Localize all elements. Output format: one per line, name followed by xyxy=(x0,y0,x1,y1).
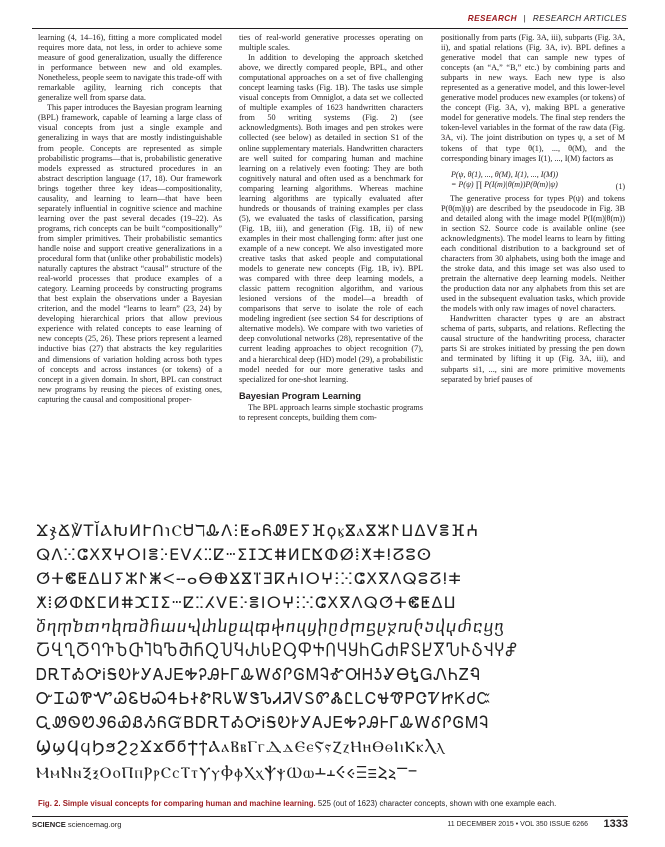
running-header xyxy=(0,14,627,28)
caption-text: 525 (out of 1623) character concepts, shown with one example each. xyxy=(317,799,557,808)
character-row: ⵚⵜⵞⵟⵠⵡⵢⵣⵤⵥⵦⵧⴰⴱⴲⴴⴵⴶⴺⴽⵄⵏⵔⵖⵗⵘⵛⵝⴳⴷⵕⵓⵒⵑⵐ xyxy=(36,569,463,588)
character-row: ᏩᏪᏫᏬᏭᏮᏯᏰᏱᏲᏳᏴᎠᎡᎢᎣᎤᎥᎦᎧᎨᎩᎪᎫᎬᎭᎮᎯᎰᎱᎲᎳᎴᎵᎶᎷᎸ xyxy=(36,713,490,732)
character-row: ϢϣϤϥϦϧϨϩϪϫϬϭϮϯⲀⲁⲂⲃⲄⲅⲆⲇⲈⲉⲊⲋⲌⲍⲎⲏⲐⲑⲒⲓⲔⲕⲖⲗ xyxy=(36,737,445,756)
page-number: 1333 xyxy=(603,818,628,830)
figure-caption xyxy=(38,799,628,808)
character-row: ⵅⵂⵁⵀⴿⵎⵍⵌⵋⵊⵉⵈⵇⵆⵃⴸⴹⴾⴻⵏⵔⵖⵗⵘⵛⵝⴳⴷⵕⵚⵜⵞⵟⵠⵡ xyxy=(36,593,457,612)
page-footer xyxy=(32,820,628,834)
character-row: ᏅᏆᏇᏈᏉᏊᏋᏌᏍᏎᏏᏐᏑᏒᏓᏔᏕᏖᏗᏘᏙᏚᏛᏜᏝᏞᏟᏠᏡᏢᏣᏤᏥᏦᏧᏨ xyxy=(36,689,492,708)
section-label xyxy=(468,14,627,23)
character-row: ᎠᎡᎢᎣᎤᎥᎦᎧᎨᎩᎪᎫᎬᎭᎮᎯᎰᎱᎲᎳᎴᎵᎶᎷᎸᎹᎺᎻᎼᎽᎾᎿᏀᏁᏂᏃᏄ xyxy=(36,665,482,684)
caption-title: Fig. 2. Simple visual concepts for comparing human and machine learning. xyxy=(38,799,316,808)
journal-title: SCIENCE xyxy=(32,820,66,829)
subsection-name: RESEARCH ARTICLES xyxy=(532,14,627,23)
text-column-3 xyxy=(441,33,625,385)
equation-line-1: P(ψ, θ(1), ..., θ(M), I(1), ..., I(M)) xyxy=(451,169,559,179)
journal-name xyxy=(32,820,122,829)
paragraph: Handwritten character types ψ are an abstract schema of parts, subparts, and relations. Reflecting the causal structure of the handwriting process, character parts Si are strokes initiated by pressing the pen down and terminated by lifting it up (Fig. 3A, iii), and subparts si1, ..., sini are more primitive movements separated by brief pauses of xyxy=(441,314,625,384)
footer-rule xyxy=(32,816,628,817)
paragraph: ties of real-world generative processes operating on multiple scales. xyxy=(239,33,423,53)
paragraph: The generative process for types P(ψ) and tokens P(θ(m)|ψ) are described by the pseudocode in Fig. 3B and detailed along with the image model P(I(m)|θ(m)) in section S2. Source code is available online (see acknowledgments). The model learns to learn by fitting each conditional distribution to a background set of characters from 30 alphabets, using both the image and the stroke data, and this image set was also used to pretrain the alternative deep learning models. Neither the production data nor any alphabets from this set are used in the subsequent evaluation tasks, which provide the models with only raw images of novel characters. xyxy=(441,193,625,314)
paragraph: In addition to developing the approach sketched above, we directly compared people, BPL, and other computational approaches on a set of five challenging concept learning tasks (Fig. 1B). The tasks use simple visual concepts from Omniglot, a data set we collected of multiple examples of 1623 handwritten characters from 50 writing systems (Fig. 2) (see acknowledgments). Both images and pen strokes were collected (see below) as detailed in section S1 of the online supplementary materials. Handwritten characters are well suited for comparing human and machine learning on a relatively even footing: They are both cognitively natural and often used as a benchmark for comparing learning algorithms. Whereas machine learning algorithms are typically evaluated after hundreds or thousands of training examples per class (5), we evaluated the tasks of classification, parsing (Fig. 1B, iii), and generation (Fig. 1B, ii) of new examples in their most challenging form: after just one example of a new concept. We also investigated more creative tasks that asked people and computational models to generate new concepts (Fig. 1B, iv). BPL was compared with three deep learning models, a classic pattern recognition algorithm, and various lesioned versions of the model—a breadth of comparisons that serve to isolate the role of each modeling ingredient (see section S4 for descriptions of alternative models). We compare with two varieties of deep convolutional networks (28), representative of the current leading approaches to object recognition (7), and a hierarchical deep (HD) model (29), a probabilistic model needed for our more generative tasks and specialized for one-shot learning. xyxy=(239,53,423,384)
section-heading: Bayesian Program Learning xyxy=(239,390,362,401)
equation-1 xyxy=(441,170,625,190)
paragraph: This paper introduces the Bayesian program learning (BPL) framework, capable of learning a large class of visual concepts from just a single example and generalizing in ways that are mostly indistinguishable from people. Concepts are represented as simple probabilistic programs—that is, probabilistic generative models expressed as structured procedures in an abstract description language (17, 18). Our framework brings together three key ideas—compositionality, causality, and learning to learn—that have been separately influential in cognitive science and machine learning over the past several decades (19–22). As programs, rich concepts can be built “compositionally” from simpler primitives. Their probabilistic semantics handle noise and support creative generalizations in a procedural form that (unlike other probabilistic models) naturally captures the abstract “causal” structure of the real-world processes that produce examples of a category. Learning proceeds by constructing programs that best explain the observations under a Bayesian criterion, and the model “learns to learn” (23, 24) by developing hierarchical priors that allow previous experience with related concepts to ease learning of new concepts (25, 26). These priors represent a learned inductive bias (27) that abstracts the key regularities and dimensions of variation holding across both types of concepts and across instances (or tokens) of a concept in a given domain. In short, BPL can construct new programs by reusing the pieces of existing ones, capturing the causal and compositional proper- xyxy=(38,103,222,404)
text-column-2 xyxy=(239,33,423,423)
character-row: ⲘⲙⲚⲛⲜⲝⲞⲟⲠⲡⲢⲣⲤⲥⲦⲧⲨⲩⲪⲫⲬⲭⲮⲯⲰⲱⲲⲳⲴⲵⲶⲷⲸⲹⲺⲻ xyxy=(36,763,418,782)
section-name: RESEARCH xyxy=(467,14,517,23)
equation-number: (1) xyxy=(615,181,625,191)
character-row: ႠႡႢႣႤႥႦႧႨႩႪႫႬႭႮႯႰႱႲႳႴႵႶႷႸႹႺႻႼႽႾႿჀჁჂჃჄჅ xyxy=(36,641,519,660)
issue-info: 11 DECEMBER 2015 • VOL 350 ISSUE 6266 xyxy=(447,821,588,828)
paragraph: The BPL approach learns simple stochastic programs to represent concepts, building them com- xyxy=(239,402,423,422)
header-separator: | xyxy=(523,14,527,23)
text-column-1 xyxy=(38,33,222,405)
figure-2-character-grid xyxy=(32,519,628,794)
paragraph: positionally from parts (Fig. 3A, iii), subparts (Fig. 3A, ii), and spatial relations (Fig. 3A, iv). BPL defines a generative model that can sample new types of concepts (an “A,” “B,” etc.) by combining parts and subparts in new ways. Each new type is also represented as a generative model, and this lower-level generative model produces new examples (or tokens) of the concept (Fig. 3A, v), making BPL a generative model for generative models. The final step renders the token-level variables in the format of the raw data (Fig. 3A, vi). The joint distribution on types ψ, a set of M tokens of that type θ(1), ..., θ(M), and the corresponding binary images I(1), ..., I(M) factors as xyxy=(441,33,625,163)
equation-line-2: = P(ψ) ∏ P(I(m)|θ(m))P(θ(m)|ψ) xyxy=(451,179,558,189)
paragraph: learning (4, 14–16), fitting a more complicated model requires more data, not less, in order to achieve some measure of good generalization, usually the difference in performance between new and old examples. Nonetheless, people seem to navigate this trade-off with remarkable agility, learning rich concepts that generalize well from sparse data. xyxy=(38,33,223,103)
journal-site: sciencemag.org xyxy=(67,820,122,829)
character-row: ⵕⴷⵘⵛⵝⴳⵖⵔⵏⴻⴾⴹⴸⵃⵆⵇⵈⵉⵊⵋⵌⵍⵎⴿⵀⵁⵂⵅⵐⵑⵒⵓⵙ xyxy=(36,545,433,564)
character-row: ϪჯՃ℣ΤῘⲀԽИՒՈ℩ⲤᏌℸᎲⴷⵗⵟⴰᏲᏪⴹⵢⴼϙⳤⴵⲁⴵⵣⵤⵡⵠⴸⴻⴼⵄ xyxy=(36,521,480,540)
header-rule xyxy=(32,28,628,29)
character-row: ⴃⴄⴅⴆⴇⴈⴉⴊⴋⴌⴍⴎⴏⴐⴑⴒⴓⴔⴕⴖⴗⴘⴙⴚⴛⴜⴝⴞⴟⴠⴡⴢⴣⴤⴥⴀⴁⴂ xyxy=(36,617,505,636)
